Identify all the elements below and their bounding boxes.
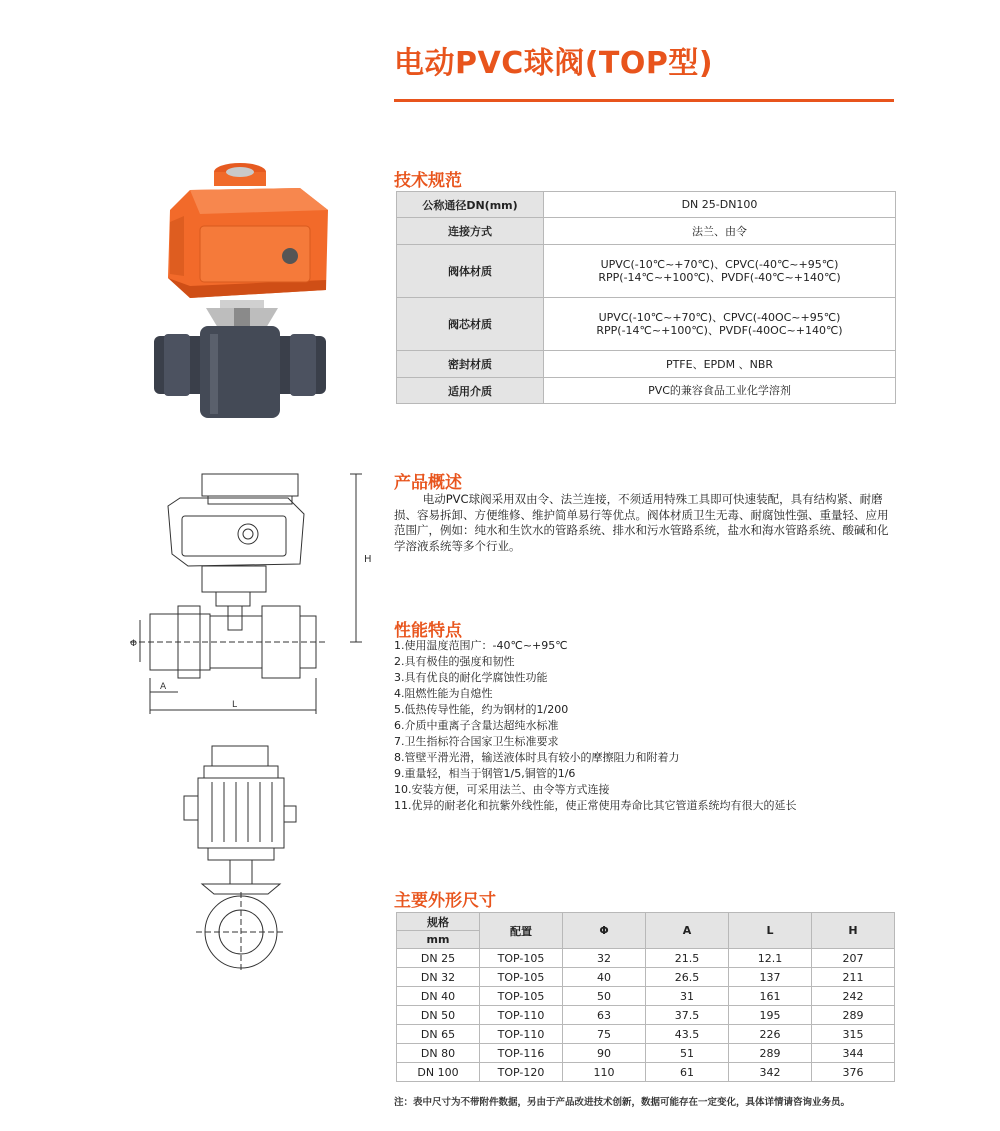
spec-key: 适用介质	[397, 378, 544, 404]
cell-phi: 110	[563, 1063, 646, 1082]
cell-l: 195	[729, 1006, 812, 1025]
title-divider	[394, 99, 894, 102]
list-item: 10.安装方便，可采用法兰、由令等方式连接	[394, 783, 610, 796]
spec-key: 连接方式	[397, 218, 544, 245]
page-title: 电动PVC球阀(TOP型)	[394, 46, 714, 81]
spec-value	[544, 298, 896, 351]
cell-spec: DN 40	[397, 987, 480, 1006]
cell-phi: 50	[563, 987, 646, 1006]
table-row	[397, 968, 895, 987]
cell-h: 242	[812, 987, 895, 1006]
table-row	[397, 192, 896, 218]
cell-config: TOP-105	[480, 968, 563, 987]
table-header-row	[397, 913, 895, 931]
cell-spec: DN 32	[397, 968, 480, 987]
overview-paragraph: 电动PVC球阀采用双由令、法兰连接，不须适用特殊工具即可快速装配，具有结构紧、耐磨损、容易拆卸、方便维修、维护简单易行等优点。阀体材质卫生无毒、耐腐蚀性强、重量轻、应用范围广，例如：纯水和生饮水的管路系统、排水和污水管路系统，盐水和海水管路系统、酸碱和化学溶液系统等多个行业。	[394, 492, 889, 553]
list-item: 8.管壁平滑光滑，输送液体时具有较小的摩擦阻力和附着力	[394, 751, 680, 764]
dim-label-h: H	[364, 554, 372, 565]
spec-value-line1: UPVC(-10℃~+70℃)、CPVC(-40℃~+95℃)	[600, 258, 839, 271]
cell-phi: 75	[563, 1025, 646, 1044]
header-a: A	[646, 913, 729, 949]
section-title-spec: 技术规范	[394, 171, 462, 191]
cell-a: 43.5	[646, 1025, 729, 1044]
cell-l: 12.1	[729, 949, 812, 968]
cell-h: 344	[812, 1044, 895, 1063]
cell-config: TOP-105	[480, 949, 563, 968]
dim-label-a: A	[160, 682, 167, 692]
spec-key: 阀体材质	[397, 245, 544, 298]
spec-value: DN 25-DN100	[544, 192, 896, 218]
header-spec: 规格	[397, 913, 480, 931]
table-row	[397, 218, 896, 245]
cell-h: 207	[812, 949, 895, 968]
dim-label-phi: Φ	[130, 639, 138, 649]
feature-list	[394, 638, 797, 814]
cell-a: 21.5	[646, 949, 729, 968]
table-row	[397, 987, 895, 1006]
header-l: L	[729, 913, 812, 949]
cell-spec: DN 80	[397, 1044, 480, 1063]
table-row	[397, 1044, 895, 1063]
spec-key: 公称通径DN(mm)	[397, 192, 544, 218]
spec-value: 法兰、由令	[544, 218, 896, 245]
list-item: 6.介质中重离子含量达超纯水标准	[394, 719, 559, 732]
cell-config: TOP-110	[480, 1006, 563, 1025]
cell-spec: DN 100	[397, 1063, 480, 1082]
spec-value-line2: RPP(-14℃~+100℃)、PVDF(-40℃~+140℃)	[598, 271, 841, 284]
cell-phi: 63	[563, 1006, 646, 1025]
spec-value: PVC的兼容食品工业化学溶剂	[544, 378, 896, 404]
front-view-drawing	[128, 466, 378, 716]
section-title-dimensions: 主要外形尺寸	[394, 891, 496, 911]
header-phi: Φ	[563, 913, 646, 949]
table-row	[397, 1025, 895, 1044]
dim-label-l: L	[232, 700, 238, 710]
dimension-table	[396, 912, 895, 1082]
cell-spec: DN 50	[397, 1006, 480, 1025]
table-row	[397, 1006, 895, 1025]
side-view-drawing	[176, 742, 306, 972]
cell-phi: 40	[563, 968, 646, 987]
cell-a: 51	[646, 1044, 729, 1063]
list-item: 4.阻燃性能为自熄性	[394, 687, 493, 700]
list-item: 11.优异的耐老化和抗紫外线性能，使正常使用寿命比其它管道系统均有很大的延长	[394, 799, 797, 812]
cell-a: 31	[646, 987, 729, 1006]
cell-l: 342	[729, 1063, 812, 1082]
footnote: 注：表中尺寸为不带附件数据，另由于产品改进技术创新，数据可能存在一定变化，具体详情请咨询业务员。	[394, 1097, 851, 1108]
list-item: 2.具有极佳的强度和韧性	[394, 655, 515, 668]
cell-a: 37.5	[646, 1006, 729, 1025]
cell-l: 289	[729, 1044, 812, 1063]
spec-value-line1: UPVC(-10℃~+70℃)、CPVC(-40OC~+95℃)	[598, 311, 841, 324]
table-row	[397, 949, 895, 968]
cell-a: 26.5	[646, 968, 729, 987]
header-h: H	[812, 913, 895, 949]
list-item: 1.使用温度范围广：-40℃~+95℃	[394, 639, 568, 652]
table-row	[397, 351, 896, 378]
table-row	[397, 378, 896, 404]
cell-l: 161	[729, 987, 812, 1006]
cell-phi: 90	[563, 1044, 646, 1063]
list-item: 5.低热传导性能，约为钢材的1/200	[394, 703, 569, 716]
header-config: 配置	[480, 913, 563, 949]
spec-key: 阀芯材质	[397, 298, 544, 351]
spec-value-line2: RPP(-14℃~+100℃)、PVDF(-40OC~+140℃)	[596, 324, 843, 337]
cell-spec: DN 65	[397, 1025, 480, 1044]
list-item: 7.卫生指标符合国家卫生标准要求	[394, 735, 559, 748]
cell-config: TOP-116	[480, 1044, 563, 1063]
cell-h: 315	[812, 1025, 895, 1044]
spec-table	[396, 191, 896, 404]
cell-spec: DN 25	[397, 949, 480, 968]
header-mm: mm	[397, 931, 480, 949]
section-title-overview: 产品概述	[394, 473, 462, 493]
spec-value	[544, 245, 896, 298]
cell-a: 61	[646, 1063, 729, 1082]
list-item: 3.具有优良的耐化学腐蚀性功能	[394, 671, 548, 684]
list-item: 9.重量轻，相当于钢管1/5,铜管的1/6	[394, 767, 576, 780]
cell-l: 226	[729, 1025, 812, 1044]
table-row	[397, 1063, 895, 1082]
cell-h: 376	[812, 1063, 895, 1082]
cell-phi: 32	[563, 949, 646, 968]
cell-l: 137	[729, 968, 812, 987]
spec-key: 密封材质	[397, 351, 544, 378]
section-title-features: 性能特点	[394, 621, 462, 641]
product-photo	[150, 158, 330, 430]
cell-config: TOP-120	[480, 1063, 563, 1082]
table-row	[397, 245, 896, 298]
cell-config: TOP-105	[480, 987, 563, 1006]
table-row	[397, 298, 896, 351]
spec-value: PTFE、EPDM 、NBR	[544, 351, 896, 378]
cell-h: 211	[812, 968, 895, 987]
cell-config: TOP-110	[480, 1025, 563, 1044]
cell-h: 289	[812, 1006, 895, 1025]
